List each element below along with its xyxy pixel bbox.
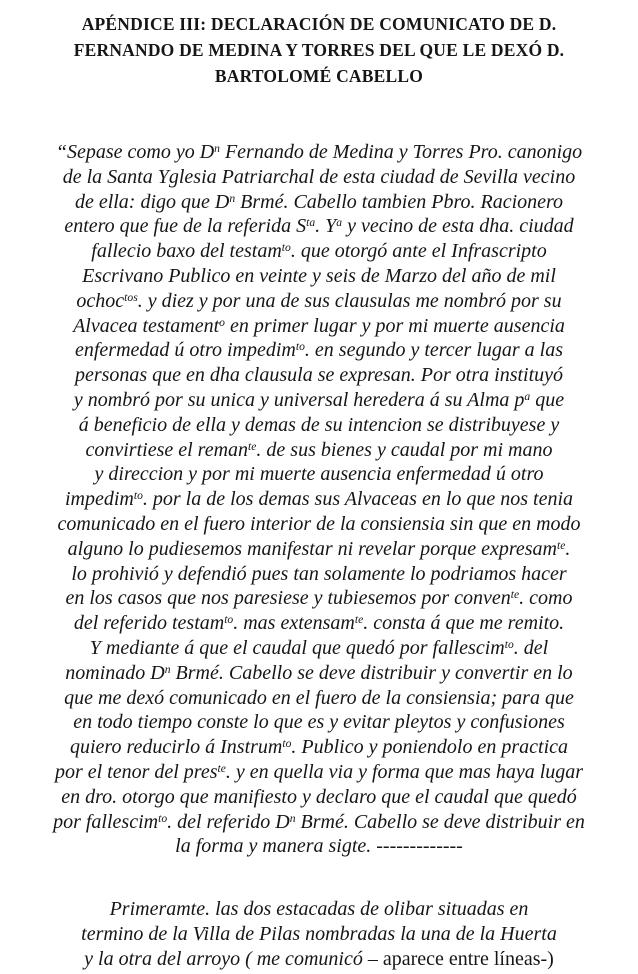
superscript-abbreviation: to [282, 737, 292, 751]
text-line: lo prohivió y defendió pues tan solamente lo podriamos hacer [71, 562, 567, 585]
document-title [32, 11, 606, 89]
text-line: y la otra del arroyo ( me comunicó – aparece entre líneas-) [84, 947, 554, 970]
first-item-paragraph [4, 897, 634, 971]
text-line: quiero reducirlo á Instrum$^{to}$. Publico y poniendolo en practica [69, 736, 569, 759]
superscript-abbreviation: ta [306, 216, 316, 230]
superscript-abbreviation: te [217, 762, 226, 776]
superscript-abbreviation: to [295, 340, 305, 354]
superscript-abbreviation: n [229, 191, 236, 205]
text-line: FERNANDO DE MEDINA Y TORRES DEL QUE LE DEXÓ D. [73, 40, 565, 60]
superscript-abbreviation: n [289, 811, 296, 825]
text-line: comunicado en el fuero interior de la consiensia sin que en modo [57, 512, 581, 535]
text-line: nominado $D^n$ Brmé. Cabello se deve distribuir y convertir en lo [65, 661, 573, 684]
text-line: APÉNDICE III: DECLARACIÓN DE COMUNICATO DE D. [81, 14, 557, 34]
text-line: y direccion y por mi muerte ausencia enfermedad ú otro [94, 463, 544, 486]
text-line: en todo tiempo conste lo que es y evitar pleytos y confusiones [73, 711, 565, 734]
text-line: y nombró por su unica y universal heredera á su Alma $p^a$ que [73, 388, 565, 411]
superscript-abbreviation: te [354, 613, 364, 627]
superscript-abbreviation: a [524, 390, 531, 404]
text-line: fallecio baxo del testam$^{to}$. que otorgó ante el Infrascripto [91, 240, 547, 263]
text-line: de ella: digo que $D^n$ Brmé. Cabello tambien Pbro. Racionero [74, 190, 564, 213]
superscript-abbreviation: to [158, 811, 168, 825]
declaration-paragraph [4, 140, 634, 859]
superscript-abbreviation: to [504, 638, 514, 652]
text-line: en dro. otorgo que manifiesto y declaro que el caudal que quedó [61, 785, 577, 808]
text-line: personas que en dha clausula se expresan. Por otra instituyó [74, 364, 564, 387]
text-line: alguno lo pudiesemos manifestar ni revelar porque expresam$^{te}$. [67, 537, 571, 560]
superscript-abbreviation: to [281, 241, 291, 255]
text-line: entero que fue de la referida $S^{ta}$. $Y^a$ y vecino de esta dha. ciudad [64, 215, 574, 238]
text-line: Alvacea testament$^o$ en primer lugar y por mi muerte ausencia [73, 314, 565, 337]
text-line: por fallescim$^{to}$. del referido $D^n$ Brmé. Cabello se deve distribuir en [53, 810, 585, 833]
superscript-abbreviation: n [214, 142, 220, 156]
superscript-abbreviation: o [219, 315, 225, 329]
text-line: convirtiese el reman$^{te}$. de sus bienes y caudal por mi mano [85, 438, 553, 461]
text-line: del referido testam$^{to}$. mas extensam$^{te}$. consta á que me remito. [73, 612, 565, 635]
superscript-abbreviation: to [224, 613, 234, 627]
text-line: enfermedad ú otro impedim$^{to}$. en segundo y tercer lugar a las [74, 339, 564, 362]
superscript-abbreviation: te [510, 588, 520, 602]
text-line: por el tenor del pres$^{te}$. y en quella via y forma que mas haya lugar [54, 760, 584, 783]
text-line: termino de la Villa de Pilas nombradas la una de la Huerta [81, 922, 557, 945]
text-line: “Sepase como yo $D^n$ Fernando de Medina y Torres Pro. canonigo [55, 141, 583, 163]
text-line: en los casos que nos paresiese y tubiesemos por conven$^{te}$. como [65, 587, 573, 610]
superscript-abbreviation: n [164, 662, 171, 676]
text-line: impedim$^{to}$. por la de los demas sus Alvaceas en lo que nos tenia [64, 488, 574, 511]
superscript-abbreviation: a [336, 216, 343, 230]
text-line: BARTOLOMÉ CABELLO [214, 66, 424, 86]
superscript-abbreviation: to [133, 489, 143, 503]
superscript-abbreviation: te [248, 439, 257, 453]
text-line: de la Santa Yglesia Patriarchal de esta ciudad de Sevilla vecino [62, 165, 576, 188]
text-line: Escrivano Publico en veinte y seis de Marzo del año de mil [82, 264, 556, 287]
text-line: Primeramte. las dos estacadas de olibar situadas en [109, 898, 529, 921]
text-line: ochoc$^{tos}$. y diez y por una de sus clausulas me nombró por su [76, 289, 562, 312]
text-line: á beneficio de ella y demas de su intencion se distribuyese y [78, 413, 560, 436]
text-line: Y mediante á que el caudal que quedó por fallescim$^{to}$. del [89, 636, 549, 659]
superscript-abbreviation: te [557, 538, 566, 552]
text-line: la forma y manera sigte. ------------- [175, 835, 463, 858]
text-line: que me dexó comunicado en el fuero de la consiensia; para que [64, 686, 574, 709]
superscript-abbreviation: tos [124, 290, 138, 304]
roman-editorial-note: aparece entre líneas-) [382, 947, 554, 970]
